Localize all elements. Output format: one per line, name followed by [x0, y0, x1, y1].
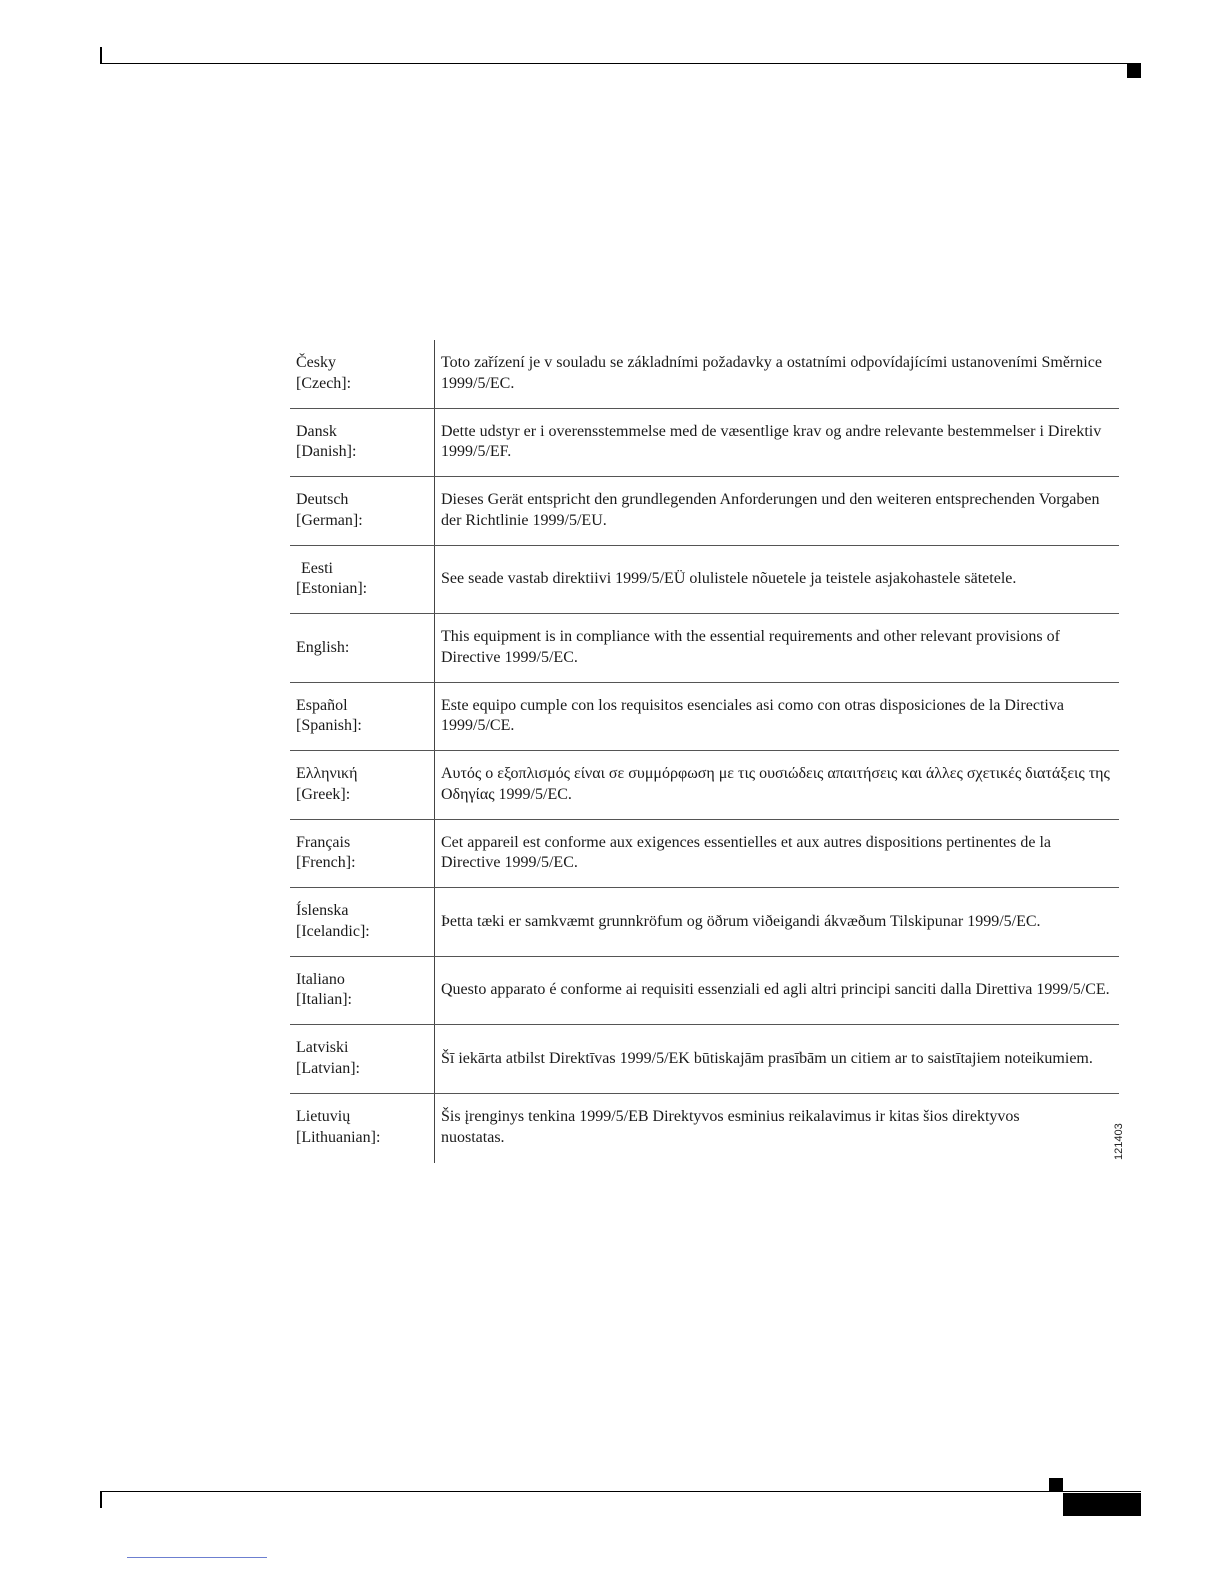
figure-id: 121403 — [1113, 1123, 1125, 1160]
language-name: Italiano — [296, 970, 345, 988]
statement-text: Dette udstyr er i overensstemmelse med de væsentlige krav og andre relevante bestemmelser i Direktiv 1999/5/EF. — [441, 422, 1102, 461]
language-english: [Lithuanian]: — [296, 1128, 381, 1146]
statement-cell — [441, 340, 1113, 408]
language-name: Íslenska — [296, 902, 349, 920]
statement-cell — [441, 888, 1113, 956]
statement-text: See seade vastab direktiivi 1999/5/EÜ olulistele nõuetele ja teistele asjakohastele sätetele. — [441, 570, 1017, 587]
statement-text: Cet appareil est conforme aux exigences essentielles et aux autres dispositions pertinentes de la Directive 1999/5/EC. — [441, 833, 1052, 872]
language-name: English: — [296, 638, 350, 656]
language-cell — [296, 614, 430, 682]
statement-text: This equipment is in compliance with the essential requirements and other relevant provisions of Directive 1999/5/EC. — [441, 628, 1060, 666]
language-cell — [296, 820, 430, 888]
language-cell — [296, 683, 430, 751]
language-name: Français — [296, 833, 351, 851]
language-cell — [296, 1094, 430, 1163]
table-row-german — [290, 477, 1119, 546]
table-row-danish — [290, 409, 1119, 478]
statement-text: Šis įrenginys tenkina 1999/5/EB Direktyvos esminius reikalavimus ir kitas šios direktyvos nuostatas. — [441, 1108, 1020, 1146]
statement-cell — [441, 1025, 1113, 1093]
page-number-box — [1063, 1493, 1141, 1516]
statement-text: Αυτός ο εξοπλισμός είναι σε συμμόρφωση με τις ουσιώδεις απαιτήσεις και άλλες σχετικές διατάξεις της Οδηγίας 1999/5/EC. — [441, 765, 1110, 803]
table-row-lithuanian — [290, 1094, 1119, 1163]
footer-left-tick — [100, 1491, 102, 1508]
table-row-latvian — [290, 1025, 1119, 1094]
language-cell — [296, 477, 430, 545]
language-english: [Greek]: — [296, 785, 351, 803]
statement-text: Dieses Gerät entspricht den grundlegenden Anforderungen und den weiteren entsprechenden Vorgaben der Richtlinie 1999/5/EU. — [441, 491, 1100, 529]
statement-text: Šī iekārta atbilst Direktīvas 1999/5/EK būtiskajām prasībām un citiem ar to saistītajiem noteikumiem. — [441, 1049, 1093, 1067]
language-cell — [296, 409, 430, 477]
language-name: Español — [296, 696, 348, 714]
statement-text: Toto zařízení je v souladu se základními požadavky a ostatními odpovídajícími ustanoveními Směrnice 1999/5/EC. — [441, 354, 1102, 392]
statement-cell — [441, 409, 1113, 477]
language-english: [Italian]: — [296, 991, 352, 1009]
language-name: Ελληνική — [296, 765, 358, 783]
language-name: Lietuvių — [296, 1108, 351, 1126]
language-cell — [296, 751, 430, 819]
language-english: [Czech]: — [296, 374, 352, 392]
language-english: [French]: — [296, 854, 356, 872]
table-row-estonian — [290, 546, 1119, 615]
table-row-italian — [290, 957, 1119, 1026]
statement-text: Questo apparato é conforme ai requisiti essenziali ed agli altri principi sanciti dalla Direttiva 1999/5/CE. — [441, 981, 1110, 998]
language-cell — [296, 1025, 430, 1093]
statement-cell — [441, 614, 1113, 682]
statement-cell — [441, 820, 1113, 888]
statement-cell — [441, 957, 1113, 1025]
header-left-tick — [100, 47, 102, 64]
table-row-french — [290, 820, 1119, 889]
footer-marker — [1049, 1478, 1063, 1491]
language-english: [Danish]: — [296, 443, 357, 461]
language-english: [Icelandic]: — [296, 922, 370, 940]
header-rule — [100, 63, 1141, 64]
language-cell — [296, 546, 430, 614]
table-row-greek — [290, 751, 1119, 820]
language-name: Deutsch — [296, 491, 349, 509]
language-cell — [296, 340, 430, 408]
statement-cell — [441, 683, 1113, 751]
table-row-czech — [290, 340, 1119, 409]
statement-cell — [441, 546, 1113, 614]
language-english: [Latvian]: — [296, 1059, 360, 1077]
table-row-icelandic — [290, 888, 1119, 957]
language-name: Latviski — [296, 1039, 349, 1057]
compliance-table — [290, 340, 1119, 1162]
language-name: Eesti — [301, 559, 333, 577]
statement-cell — [441, 1094, 1079, 1163]
statement-text: Este equipo cumple con los requisitos esenciales asi como con otras disposiciones de la Directiva 1999/5/CE. — [441, 696, 1064, 735]
footer-rule — [100, 1491, 1141, 1492]
language-english: [Spanish]: — [296, 717, 362, 735]
statement-cell — [441, 477, 1113, 545]
language-name: Česky — [296, 354, 336, 372]
statement-text: Þetta tæki er samkvæmt grunnkröfum og öðrum viðeigandi ákvæðum Tilskipunar 1999/5/EC. — [441, 912, 1041, 930]
language-cell — [296, 957, 430, 1025]
table-row-spanish — [290, 683, 1119, 752]
language-english: [Estonian]: — [296, 580, 368, 598]
header-right-marker — [1127, 64, 1141, 78]
language-cell — [296, 888, 430, 956]
table-row-english — [290, 614, 1119, 683]
statement-cell — [441, 751, 1113, 819]
footer-link-underline[interactable] — [127, 1557, 267, 1558]
language-english: [German]: — [296, 511, 363, 529]
language-name: Dansk — [296, 422, 337, 440]
